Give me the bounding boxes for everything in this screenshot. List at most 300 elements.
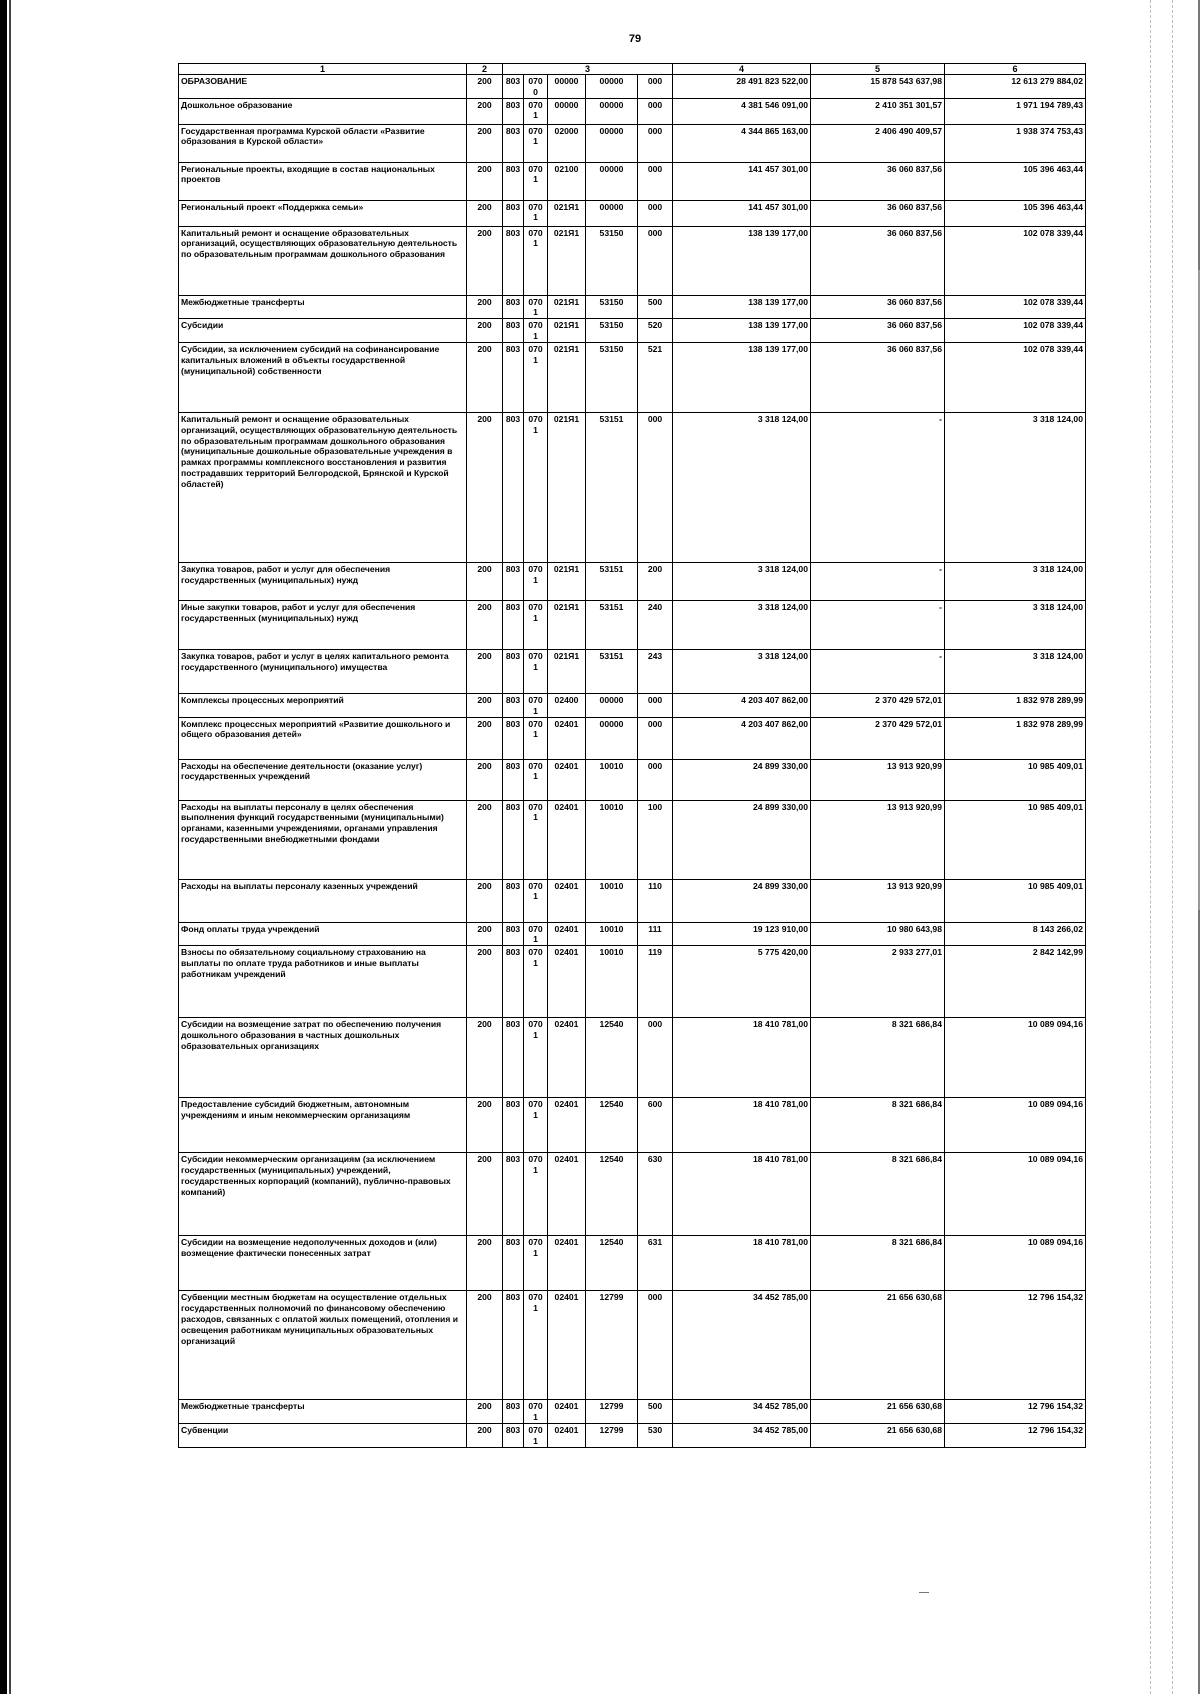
executed-amount: 36 060 837,56	[811, 342, 945, 412]
row-label: Капитальный ремонт и оснащение образовательных организаций, осуществляющих образовательную деятельность по образовательным программам дошкольного образования (муниципальные дошкольные образовательные учреждения в рамках программы комплексного восстановления и развития пострадавших территорий Белгородской, Брянской и Курской областей)	[179, 412, 467, 562]
approved-amount: 34 452 785,00	[673, 1291, 811, 1400]
approved-amount: 34 452 785,00	[673, 1423, 811, 1447]
approved-amount: 28 491 823 522,00	[673, 75, 811, 99]
remaining-amount: 1 938 374 753,43	[945, 124, 1086, 162]
row-label: Фонд оплаты труда учреждений	[179, 922, 467, 946]
column-number: 2	[467, 64, 503, 75]
program-code: 021Я1	[548, 562, 586, 600]
direction-code: 53150	[586, 295, 638, 319]
admin-code: 200	[467, 1018, 503, 1098]
section-code: 0700	[524, 75, 548, 99]
column-number: 6	[945, 64, 1086, 75]
admin-code: 200	[467, 759, 503, 800]
approved-amount: 19 123 910,00	[673, 922, 811, 946]
approved-amount: 3 318 124,00	[673, 562, 811, 600]
column-number: 5	[811, 64, 945, 75]
admin-code: 200	[467, 922, 503, 946]
remaining-amount: 3 318 124,00	[945, 412, 1086, 562]
remaining-amount: 8 143 266,02	[945, 922, 1086, 946]
remaining-amount: 12 796 154,32	[945, 1423, 1086, 1447]
ministry-code: 803	[503, 600, 524, 649]
ministry-code: 803	[503, 1291, 524, 1400]
row-label: Субсидии на возмещение недополученных доходов и (или) возмещение фактически понесенных затрат	[179, 1236, 467, 1291]
admin-code: 200	[467, 693, 503, 717]
section-code: 0701	[524, 1098, 548, 1153]
expense-type-code: 000	[638, 75, 673, 99]
section-code: 0701	[524, 1423, 548, 1447]
admin-code: 200	[467, 946, 503, 1018]
remaining-amount: 12 796 154,32	[945, 1291, 1086, 1400]
row-label: Расходы на выплаты персоналу казенных учреждений	[179, 879, 467, 922]
row-label: Взносы по обязательному социальному страхованию на выплаты по оплате труда работников и иные выплаты работникам учреждений	[179, 946, 467, 1018]
executed-amount: 21 656 630,68	[811, 1423, 945, 1447]
row-label: Иные закупки товаров, работ и услуг для обеспечения государственных (муниципальных) нужд	[179, 600, 467, 649]
table-row	[179, 1018, 1086, 1098]
executed-amount: 21 656 630,68	[811, 1400, 945, 1424]
expense-type-code: 600	[638, 1098, 673, 1153]
executed-amount: 8 321 686,84	[811, 1098, 945, 1153]
approved-amount: 141 457 301,00	[673, 162, 811, 200]
admin-code: 200	[467, 717, 503, 759]
program-code: 02401	[548, 922, 586, 946]
section-code: 0701	[524, 1018, 548, 1098]
approved-amount: 34 452 785,00	[673, 1400, 811, 1424]
program-code: 02401	[548, 1236, 586, 1291]
section-code: 0701	[524, 200, 548, 226]
row-label: Капитальный ремонт и оснащение образовательных организаций, осуществляющих образовательную деятельность по образовательным программам дошкольного образования	[179, 226, 467, 295]
section-code: 0701	[524, 717, 548, 759]
row-label: Субвенции местным бюджетам на осуществление отдельных государственных полномочий по финансовому обеспечению расходов, связанных с оплатой жилых помещений, отопления и освещения работникам муниципальных образовательных организаций	[179, 1291, 467, 1400]
section-code: 0701	[524, 412, 548, 562]
table-row	[179, 200, 1086, 226]
executed-amount: -	[811, 562, 945, 600]
remaining-amount: 1 971 194 789,43	[945, 98, 1086, 124]
executed-amount: 36 060 837,56	[811, 162, 945, 200]
ministry-code: 803	[503, 295, 524, 319]
direction-code: 00000	[586, 693, 638, 717]
executed-amount: 36 060 837,56	[811, 295, 945, 319]
remaining-amount: 102 078 339,44	[945, 342, 1086, 412]
section-code: 0701	[524, 342, 548, 412]
direction-code: 53151	[586, 649, 638, 693]
approved-amount: 5 775 420,00	[673, 946, 811, 1018]
table-row	[179, 562, 1086, 600]
remaining-amount: 10 985 409,01	[945, 759, 1086, 800]
expense-type-code: 530	[638, 1423, 673, 1447]
admin-code: 200	[467, 319, 503, 343]
ministry-code: 803	[503, 1423, 524, 1447]
row-label: Региональные проекты, входящие в состав национальных проектов	[179, 162, 467, 200]
program-code: 021Я1	[548, 226, 586, 295]
remaining-amount: 10 089 094,16	[945, 1018, 1086, 1098]
table-row	[179, 162, 1086, 200]
table-row	[179, 1400, 1086, 1424]
row-label: Комплексы процессных мероприятий	[179, 693, 467, 717]
table-row	[179, 693, 1086, 717]
ministry-code: 803	[503, 946, 524, 1018]
ministry-code: 803	[503, 200, 524, 226]
table-row	[179, 75, 1086, 99]
executed-amount: 2 410 351 301,57	[811, 98, 945, 124]
admin-code: 200	[467, 124, 503, 162]
row-label: Закупка товаров, работ и услуг для обеспечения государственных (муниципальных) нужд	[179, 562, 467, 600]
executed-amount: 2 370 429 572,01	[811, 717, 945, 759]
expense-type-code: 000	[638, 98, 673, 124]
ministry-code: 803	[503, 693, 524, 717]
ministry-code: 803	[503, 562, 524, 600]
approved-amount: 4 203 407 862,00	[673, 693, 811, 717]
expense-type-code: 000	[638, 226, 673, 295]
table-row	[179, 342, 1086, 412]
executed-amount: -	[811, 412, 945, 562]
program-code: 021Я1	[548, 319, 586, 343]
direction-code: 00000	[586, 98, 638, 124]
section-code: 0701	[524, 226, 548, 295]
expense-type-code: 000	[638, 162, 673, 200]
section-code: 0701	[524, 1400, 548, 1424]
approved-amount: 24 899 330,00	[673, 879, 811, 922]
remaining-amount: 102 078 339,44	[945, 295, 1086, 319]
table-row	[179, 412, 1086, 562]
row-label: Расходы на обеспечение деятельности (оказание услуг) государственных учреждений	[179, 759, 467, 800]
remaining-amount: 102 078 339,44	[945, 226, 1086, 295]
program-code: 021Я1	[548, 200, 586, 226]
section-code: 0701	[524, 98, 548, 124]
scan-artifact-line	[1172, 0, 1173, 1694]
program-code: 021Я1	[548, 649, 586, 693]
ministry-code: 803	[503, 319, 524, 343]
table-row	[179, 922, 1086, 946]
executed-amount: 2 370 429 572,01	[811, 693, 945, 717]
program-code: 02401	[548, 1423, 586, 1447]
scan-edge-left	[0, 0, 7, 1694]
admin-code: 200	[467, 1400, 503, 1424]
program-code: 02401	[548, 946, 586, 1018]
expense-type-code: 630	[638, 1153, 673, 1236]
ministry-code: 803	[503, 649, 524, 693]
program-code: 02400	[548, 693, 586, 717]
program-code: 021Я1	[548, 342, 586, 412]
expense-type-code: 000	[638, 759, 673, 800]
ministry-code: 803	[503, 226, 524, 295]
direction-code: 53150	[586, 342, 638, 412]
admin-code: 200	[467, 226, 503, 295]
table-row	[179, 1236, 1086, 1291]
direction-code: 10010	[586, 759, 638, 800]
direction-code: 53151	[586, 412, 638, 562]
executed-amount: 13 913 920,99	[811, 800, 945, 879]
direction-code: 53150	[586, 319, 638, 343]
approved-amount: 24 899 330,00	[673, 800, 811, 879]
table-row	[179, 879, 1086, 922]
expense-type-code: 000	[638, 1018, 673, 1098]
ministry-code: 803	[503, 1018, 524, 1098]
executed-amount: 2 933 277,01	[811, 946, 945, 1018]
admin-code: 200	[467, 879, 503, 922]
table-row	[179, 319, 1086, 343]
remaining-amount: 3 318 124,00	[945, 562, 1086, 600]
direction-code: 12540	[586, 1153, 638, 1236]
table-row	[179, 717, 1086, 759]
column-number: 4	[673, 64, 811, 75]
section-code: 0701	[524, 124, 548, 162]
remaining-amount: 10 089 094,16	[945, 1236, 1086, 1291]
program-code: 02401	[548, 1153, 586, 1236]
remaining-amount: 10 985 409,01	[945, 800, 1086, 879]
remaining-amount: 10 089 094,16	[945, 1098, 1086, 1153]
approved-amount: 4 344 865 163,00	[673, 124, 811, 162]
approved-amount: 4 381 546 091,00	[673, 98, 811, 124]
direction-code: 12799	[586, 1400, 638, 1424]
ministry-code: 803	[503, 1153, 524, 1236]
table-row	[179, 1153, 1086, 1236]
table-row	[179, 600, 1086, 649]
row-label: Субсидии	[179, 319, 467, 343]
table-row	[179, 124, 1086, 162]
remaining-amount: 10 985 409,01	[945, 879, 1086, 922]
ministry-code: 803	[503, 1236, 524, 1291]
expense-type-code: 631	[638, 1236, 673, 1291]
section-code: 0701	[524, 946, 548, 1018]
approved-amount: 3 318 124,00	[673, 600, 811, 649]
program-code: 02100	[548, 162, 586, 200]
expense-type-code: 000	[638, 693, 673, 717]
section-code: 0701	[524, 649, 548, 693]
ministry-code: 803	[503, 342, 524, 412]
admin-code: 200	[467, 800, 503, 879]
ministry-code: 803	[503, 800, 524, 879]
admin-code: 200	[467, 562, 503, 600]
expense-type-code: 110	[638, 879, 673, 922]
expense-type-code: 240	[638, 600, 673, 649]
admin-code: 200	[467, 1098, 503, 1153]
admin-code: 200	[467, 200, 503, 226]
scan-mark	[919, 1592, 929, 1593]
admin-code: 200	[467, 75, 503, 99]
column-number: 3	[503, 64, 673, 75]
admin-code: 200	[467, 412, 503, 562]
expense-type-code: 000	[638, 412, 673, 562]
expense-type-code: 000	[638, 1291, 673, 1400]
approved-amount: 3 318 124,00	[673, 412, 811, 562]
table-row	[179, 1423, 1086, 1447]
approved-amount: 138 139 177,00	[673, 226, 811, 295]
row-label: Дошкольное образование	[179, 98, 467, 124]
expense-type-code: 000	[638, 200, 673, 226]
direction-code: 10010	[586, 800, 638, 879]
table-row	[179, 1098, 1086, 1153]
row-label: Субвенции	[179, 1423, 467, 1447]
row-label: Субсидии некоммерческим организациям (за исключением государственных (муниципальных) учреждений, государственных корпораций (компаний), публично-правовых компаний)	[179, 1153, 467, 1236]
remaining-amount: 1 832 978 289,99	[945, 693, 1086, 717]
ministry-code: 803	[503, 98, 524, 124]
section-code: 0701	[524, 800, 548, 879]
executed-amount: 8 321 686,84	[811, 1153, 945, 1236]
section-code: 0701	[524, 319, 548, 343]
expense-type-code: 500	[638, 1400, 673, 1424]
approved-amount: 18 410 781,00	[673, 1098, 811, 1153]
executed-amount: 13 913 920,99	[811, 759, 945, 800]
program-code: 02401	[548, 800, 586, 879]
program-code: 021Я1	[548, 295, 586, 319]
table-row	[179, 649, 1086, 693]
table-row	[179, 800, 1086, 879]
direction-code: 12540	[586, 1098, 638, 1153]
direction-code: 12799	[586, 1423, 638, 1447]
expense-type-code: 111	[638, 922, 673, 946]
ministry-code: 803	[503, 1400, 524, 1424]
program-code: 00000	[548, 75, 586, 99]
admin-code: 200	[467, 342, 503, 412]
approved-amount: 18 410 781,00	[673, 1236, 811, 1291]
direction-code: 10010	[586, 879, 638, 922]
direction-code: 53150	[586, 226, 638, 295]
ministry-code: 803	[503, 124, 524, 162]
row-label: Предоставление субсидий бюджетным, автономным учреждениям и иным некоммерческим организациям	[179, 1098, 467, 1153]
table-row	[179, 226, 1086, 295]
row-label: Субсидии, за исключением субсидий на софинансирование капитальных вложений в объекты государственной (муниципальной) собственности	[179, 342, 467, 412]
direction-code: 00000	[586, 717, 638, 759]
program-code: 02401	[548, 879, 586, 922]
program-code: 02401	[548, 1018, 586, 1098]
expense-type-code: 000	[638, 717, 673, 759]
table-row	[179, 1291, 1086, 1400]
column-number-row	[179, 64, 1086, 75]
section-code: 0701	[524, 879, 548, 922]
remaining-amount: 1 832 978 289,99	[945, 717, 1086, 759]
executed-amount: 36 060 837,56	[811, 226, 945, 295]
row-label: Субсидии на возмещение затрат по обеспечению получения дошкольного образования в частных дошкольных образовательных организациях	[179, 1018, 467, 1098]
section-code: 0701	[524, 1236, 548, 1291]
row-label: Межбюджетные трансферты	[179, 295, 467, 319]
section-code: 0701	[524, 295, 548, 319]
section-code: 0701	[524, 922, 548, 946]
executed-amount: 36 060 837,56	[811, 200, 945, 226]
executed-amount: 36 060 837,56	[811, 319, 945, 343]
approved-amount: 4 203 407 862,00	[673, 717, 811, 759]
remaining-amount: 12 796 154,32	[945, 1400, 1086, 1424]
row-label: Региональный проект «Поддержка семьи»	[179, 200, 467, 226]
program-code: 02401	[548, 1400, 586, 1424]
expense-type-code: 520	[638, 319, 673, 343]
row-label: Комплекс процессных мероприятий «Развитие дошкольного и общего образования детей»	[179, 717, 467, 759]
program-code: 02401	[548, 1291, 586, 1400]
expense-type-code: 521	[638, 342, 673, 412]
table-row	[179, 759, 1086, 800]
program-code: 021Я1	[548, 412, 586, 562]
direction-code: 12540	[586, 1236, 638, 1291]
program-code: 02401	[548, 759, 586, 800]
executed-amount: 15 878 543 637,98	[811, 75, 945, 99]
budget-table	[178, 63, 1086, 1448]
row-label: Закупка товаров, работ и услуг в целях капитального ремонта государственного (муниципального) имущества	[179, 649, 467, 693]
executed-amount: -	[811, 649, 945, 693]
admin-code: 200	[467, 295, 503, 319]
program-code: 00000	[548, 98, 586, 124]
approved-amount: 3 318 124,00	[673, 649, 811, 693]
admin-code: 200	[467, 162, 503, 200]
expense-type-code: 500	[638, 295, 673, 319]
executed-amount: 21 656 630,68	[811, 1291, 945, 1400]
remaining-amount: 3 318 124,00	[945, 600, 1086, 649]
row-label: Межбюджетные трансферты	[179, 1400, 467, 1424]
scan-artifact-line	[1150, 0, 1151, 1694]
ministry-code: 803	[503, 717, 524, 759]
approved-amount: 138 139 177,00	[673, 295, 811, 319]
ministry-code: 803	[503, 412, 524, 562]
remaining-amount: 102 078 339,44	[945, 319, 1086, 343]
section-code: 0701	[524, 1291, 548, 1400]
expense-type-code: 000	[638, 124, 673, 162]
direction-code: 53151	[586, 600, 638, 649]
ministry-code: 803	[503, 759, 524, 800]
program-code: 021Я1	[548, 600, 586, 649]
ministry-code: 803	[503, 75, 524, 99]
direction-code: 00000	[586, 200, 638, 226]
approved-amount: 138 139 177,00	[673, 319, 811, 343]
executed-amount: 8 321 686,84	[811, 1236, 945, 1291]
section-code: 0701	[524, 600, 548, 649]
admin-code: 200	[467, 98, 503, 124]
section-code: 0701	[524, 759, 548, 800]
ministry-code: 803	[503, 922, 524, 946]
table-row	[179, 98, 1086, 124]
row-label: Расходы на выплаты персоналу в целях обеспечения выполнения функций государственными (муниципальными) органами, казенными учреждениями, органами управления государственными внебюджетными фондами	[179, 800, 467, 879]
direction-code: 12799	[586, 1291, 638, 1400]
remaining-amount: 12 613 279 884,02	[945, 75, 1086, 99]
column-number: 1	[179, 64, 467, 75]
remaining-amount: 3 318 124,00	[945, 649, 1086, 693]
expense-type-code: 119	[638, 946, 673, 1018]
page-number: 79	[628, 33, 642, 45]
remaining-amount: 105 396 463,44	[945, 162, 1086, 200]
executed-amount: 10 980 643,98	[811, 922, 945, 946]
executed-amount: 2 406 490 409,57	[811, 124, 945, 162]
ministry-code: 803	[503, 1098, 524, 1153]
admin-code: 200	[467, 649, 503, 693]
admin-code: 200	[467, 600, 503, 649]
expense-type-code: 200	[638, 562, 673, 600]
remaining-amount: 2 842 142,99	[945, 946, 1086, 1018]
expense-type-code: 243	[638, 649, 673, 693]
remaining-amount: 10 089 094,16	[945, 1153, 1086, 1236]
table-row	[179, 946, 1086, 1018]
direction-code: 00000	[586, 162, 638, 200]
section-code: 0701	[524, 1153, 548, 1236]
program-code: 02401	[548, 1098, 586, 1153]
approved-amount: 138 139 177,00	[673, 342, 811, 412]
expense-type-code: 100	[638, 800, 673, 879]
direction-code: 00000	[586, 75, 638, 99]
admin-code: 200	[467, 1291, 503, 1400]
executed-amount: 13 913 920,99	[811, 879, 945, 922]
row-label: Государственная программа Курской области «Развитие образования в Курской области»	[179, 124, 467, 162]
program-code: 02401	[548, 717, 586, 759]
ministry-code: 803	[503, 162, 524, 200]
section-code: 0701	[524, 162, 548, 200]
remaining-amount: 105 396 463,44	[945, 200, 1086, 226]
direction-code: 10010	[586, 946, 638, 1018]
direction-code: 53151	[586, 562, 638, 600]
executed-amount: -	[811, 600, 945, 649]
approved-amount: 18 410 781,00	[673, 1018, 811, 1098]
ministry-code: 803	[503, 879, 524, 922]
direction-code: 12540	[586, 1018, 638, 1098]
direction-code: 10010	[586, 922, 638, 946]
admin-code: 200	[467, 1236, 503, 1291]
row-label: ОБРАЗОВАНИЕ	[179, 75, 467, 99]
scan-edge-left-inner	[9, 0, 11, 1694]
